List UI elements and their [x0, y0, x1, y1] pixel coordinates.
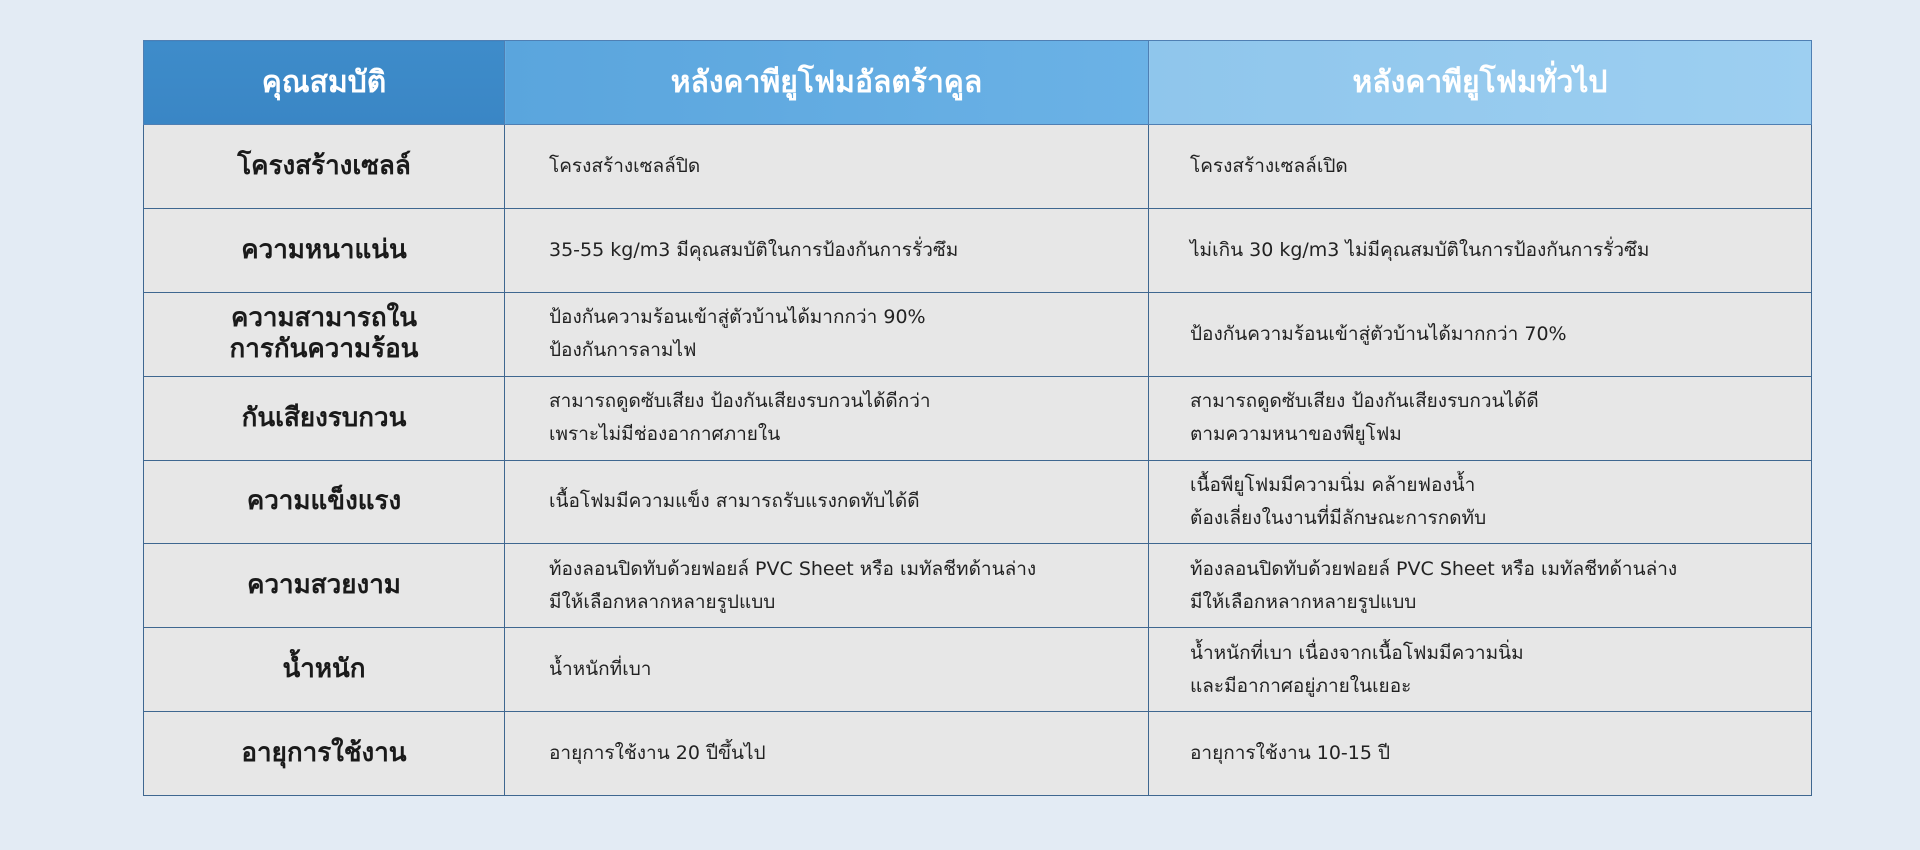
general-text: ตามความหนาของพียูโฟม [1190, 423, 1402, 446]
general-text: ต้องเลี่ยงในงานที่มีลักษณะการกดทับ [1190, 506, 1487, 529]
property-label: กันเสียงรบกวน [241, 402, 407, 433]
property-cell [144, 376, 505, 460]
ultracool-text: สามารถดูดซับเสียง ป้องกันเสียงรบกวนได้ดีกว่า [549, 390, 931, 413]
property-cell [144, 292, 505, 376]
ultracool-text: มีให้เลือกหลากหลายรูปแบบ [549, 590, 776, 613]
table-body [144, 125, 1812, 796]
table-row [144, 292, 1812, 376]
property-label: โครงสร้างเซลล์ [237, 150, 411, 181]
property-cell [144, 712, 505, 796]
ultracool-cell [505, 125, 1149, 209]
property-label: ความหนาแน่น [241, 234, 407, 265]
property-cell [144, 125, 505, 209]
general-text: ป้องกันความร้อนเข้าสู่ตัวบ้านได้มากกว่า 70% [1190, 322, 1567, 345]
header-property: คุณสมบัติ [144, 41, 505, 125]
property-cell [144, 544, 505, 628]
general-cell [1149, 628, 1812, 712]
property-label-line: ความสามารถใน [230, 303, 418, 334]
general-text: โครงสร้างเซลล์เปิด [1190, 154, 1348, 177]
general-text: น้ำหนักที่เบา เนื่องจากเนื้อโฟมมีความนิ่ม [1190, 641, 1524, 664]
ultracool-text: น้ำหนักที่เบา [549, 658, 652, 681]
table-row [144, 460, 1812, 544]
table-row [144, 712, 1812, 796]
general-text: สามารถดูดซับเสียง ป้องกันเสียงรบกวนได้ดี [1190, 390, 1539, 413]
ultracool-text: เพราะไม่มีช่องอากาศภายใน [549, 423, 781, 446]
header-row [144, 41, 1812, 125]
property-label-line: การกันความร้อน [229, 334, 419, 365]
property-cell [144, 628, 505, 712]
property-cell [144, 460, 505, 544]
ultracool-cell [505, 460, 1149, 544]
ultracool-cell [505, 376, 1149, 460]
general-cell [1149, 460, 1812, 544]
table-row [144, 125, 1812, 209]
ultracool-cell [505, 292, 1149, 376]
ultracool-text: เนื้อโฟมมีความแข็ง สามารถรับแรงกดทับได้ดี [549, 490, 920, 513]
property-cell [144, 208, 505, 292]
table-row [144, 208, 1812, 292]
general-cell [1149, 376, 1812, 460]
general-cell [1149, 125, 1812, 209]
general-cell [1149, 292, 1812, 376]
comparison-table [143, 40, 1812, 796]
table-row [144, 544, 1812, 628]
ultracool-text: อายุการใช้งาน 20 ปีขึ้นไป [549, 742, 766, 765]
general-cell [1149, 544, 1812, 628]
header-ultracool: หลังคาพียูโฟมอัลตร้าคูล [505, 41, 1149, 125]
ultracool-cell [505, 712, 1149, 796]
ultracool-cell [505, 544, 1149, 628]
ultracool-cell [505, 628, 1149, 712]
ultracool-text: ท้องลอนปิดทับด้วยฟอยล์ PVC Sheet หรือ เมทัลชีทด้านล่าง [549, 557, 1037, 580]
general-text: ไม่เกิน 30 kg/m3 ไม่มีคุณสมบัติในการป้องกันการรั่วซึม [1190, 238, 1650, 261]
ultracool-text: 35-55 kg/m3 มีคุณสมบัติในการป้องกันการรั่วซึม [549, 238, 959, 261]
property-label: อายุการใช้งาน [241, 738, 407, 769]
comparison-table-container [143, 40, 1811, 795]
property-label: น้ำหนัก [282, 654, 366, 685]
table-row [144, 376, 1812, 460]
general-text: และมีอากาศอยู่ภายในเยอะ [1190, 674, 1412, 697]
general-text: มีให้เลือกหลากหลายรูปแบบ [1190, 590, 1417, 613]
general-text: อายุการใช้งาน 10-15 ปี [1190, 742, 1391, 765]
general-cell [1149, 208, 1812, 292]
table-header [144, 41, 1812, 125]
property-label: ความสวยงาม [247, 570, 401, 601]
general-text: เนื้อพียูโฟมมีความนิ่ม คล้ายฟองน้ำ [1190, 473, 1476, 496]
header-general: หลังคาพียูโฟมทั่วไป [1149, 41, 1812, 125]
ultracool-text: ป้องกันความร้อนเข้าสู่ตัวบ้านได้มากกว่า 90% [549, 306, 926, 329]
general-cell [1149, 712, 1812, 796]
ultracool-text: โครงสร้างเซลล์ปิด [549, 154, 701, 177]
ultracool-cell [505, 208, 1149, 292]
table-row [144, 628, 1812, 712]
ultracool-text: ป้องกันการลามไฟ [549, 339, 697, 362]
property-label: ความแข็งแรง [246, 486, 402, 517]
general-text: ท้องลอนปิดทับด้วยฟอยล์ PVC Sheet หรือ เมทัลชีทด้านล่าง [1190, 557, 1678, 580]
